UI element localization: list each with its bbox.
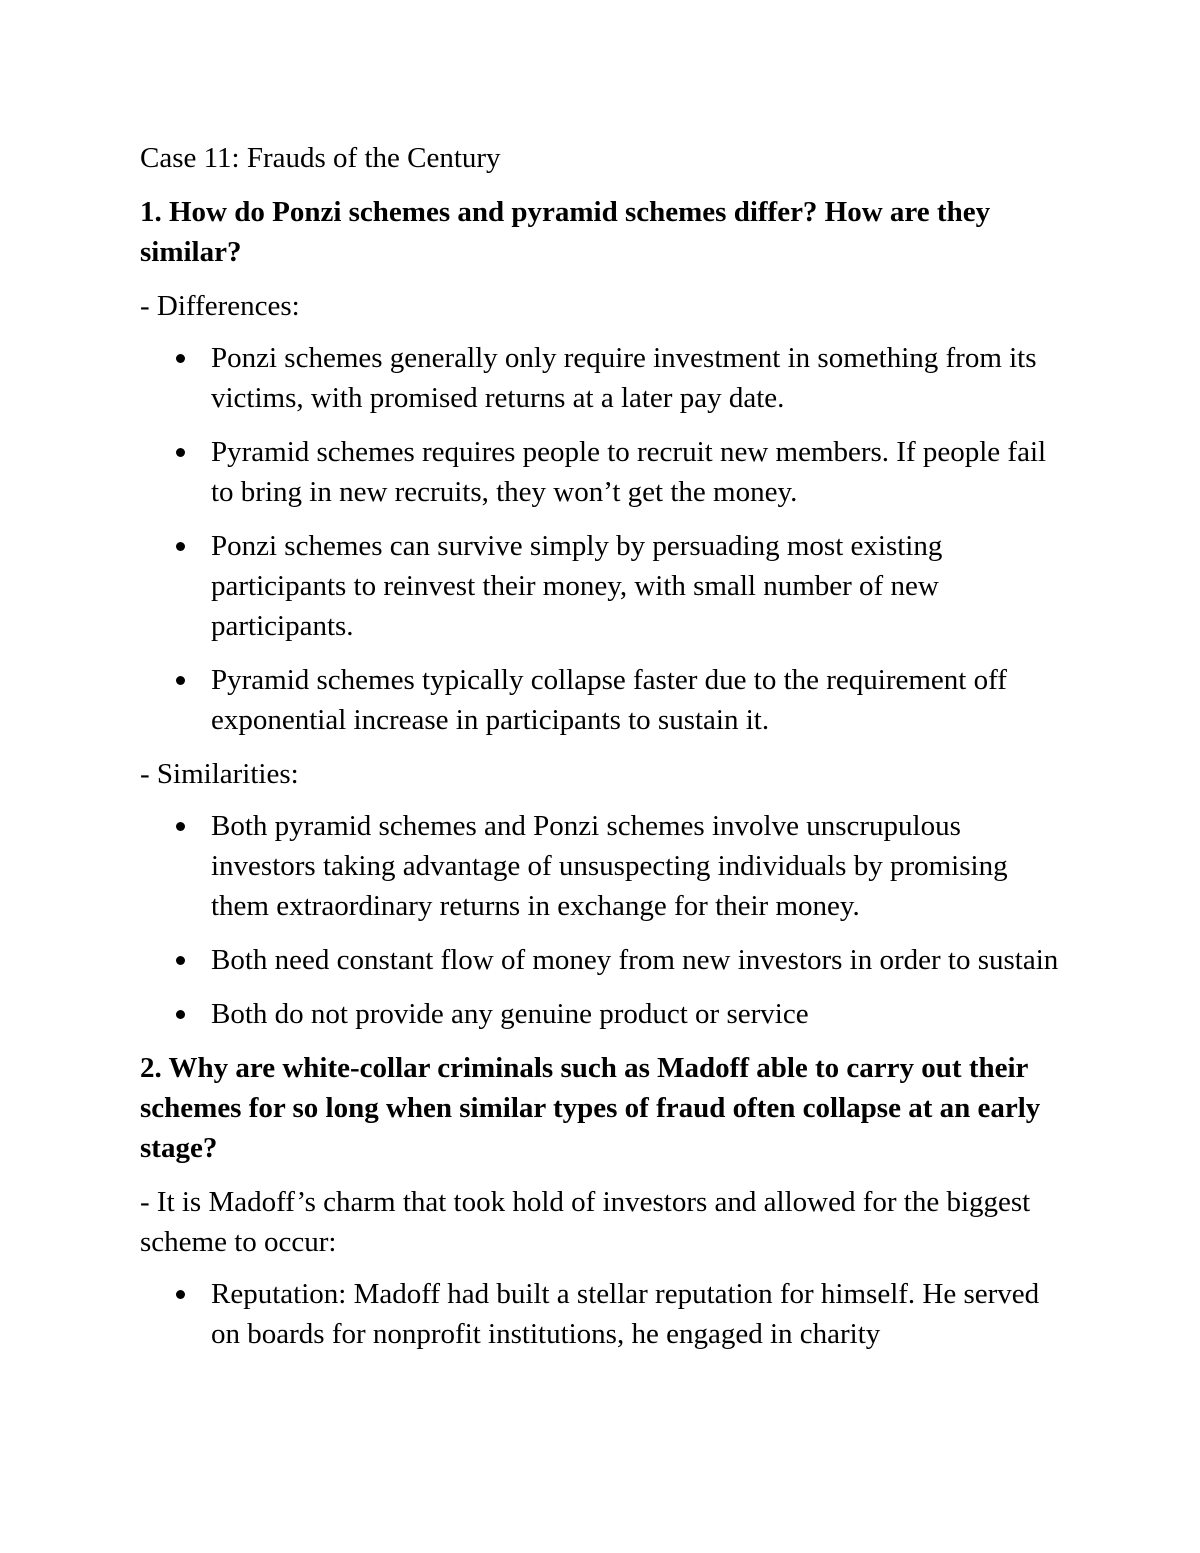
similarities-list — [140, 806, 1060, 1034]
list-item — [140, 940, 1060, 980]
bullet-icon — [176, 956, 185, 965]
bullet-icon — [176, 354, 185, 363]
document-title: Case 11: Frauds of the Century — [140, 142, 501, 174]
list-item — [140, 338, 1060, 418]
bullet-icon — [176, 448, 185, 457]
list-item — [140, 806, 1060, 926]
list-item — [140, 660, 1060, 740]
list-item — [140, 994, 1060, 1034]
list-item-text: Both do not provide any genuine product or service — [211, 998, 809, 1030]
list-item-text: Pyramid schemes requires people to recruit new members. If people fail to bring in new recruits, they won’t get the money. — [211, 436, 1047, 508]
bullet-icon — [176, 1010, 185, 1019]
bullet-icon — [176, 676, 185, 685]
differences-label: - Differences: — [140, 290, 300, 322]
document-page — [140, 138, 1060, 1368]
question-2: 2. Why are white-collar criminals such as Madoff able to carry out their schemes for so long when similar types of fraud often collapse at an early stage? — [140, 1052, 1041, 1164]
question-1: 1. How do Ponzi schemes and pyramid schemes differ? How are they similar? — [140, 196, 991, 268]
bullet-icon — [176, 542, 185, 551]
list-item — [140, 526, 1060, 646]
madoff-points-list — [140, 1274, 1060, 1354]
question-2-intro: - It is Madoff’s charm that took hold of investors and allowed for the biggest scheme to occur: — [140, 1186, 1031, 1258]
similarities-label: - Similarities: — [140, 758, 299, 790]
bullet-icon — [176, 822, 185, 831]
differences-list — [140, 338, 1060, 740]
list-item — [140, 432, 1060, 512]
list-item-text: Ponzi schemes generally only require investment in something from its victims, with promised returns at a later pay date. — [211, 342, 1037, 414]
list-item-text: Reputation: Madoff had built a stellar reputation for himself. He served on boards for nonprofit institutions, he engaged in charity — [211, 1278, 1040, 1350]
bullet-icon — [176, 1290, 185, 1299]
list-item-text: Pyramid schemes typically collapse faster due to the requirement off exponential increase in participants to sustain it. — [211, 664, 1007, 736]
list-item-text: Both pyramid schemes and Ponzi schemes involve unscrupulous investors taking advantage of unsuspecting individuals by promising them extraordinary returns in exchange for their money. — [211, 810, 1008, 922]
list-item — [140, 1274, 1060, 1354]
list-item-text: Ponzi schemes can survive simply by persuading most existing participants to reinvest their money, with small number of new participants. — [211, 530, 943, 642]
list-item-text: Both need constant flow of money from new investors in order to sustain — [211, 944, 1059, 976]
